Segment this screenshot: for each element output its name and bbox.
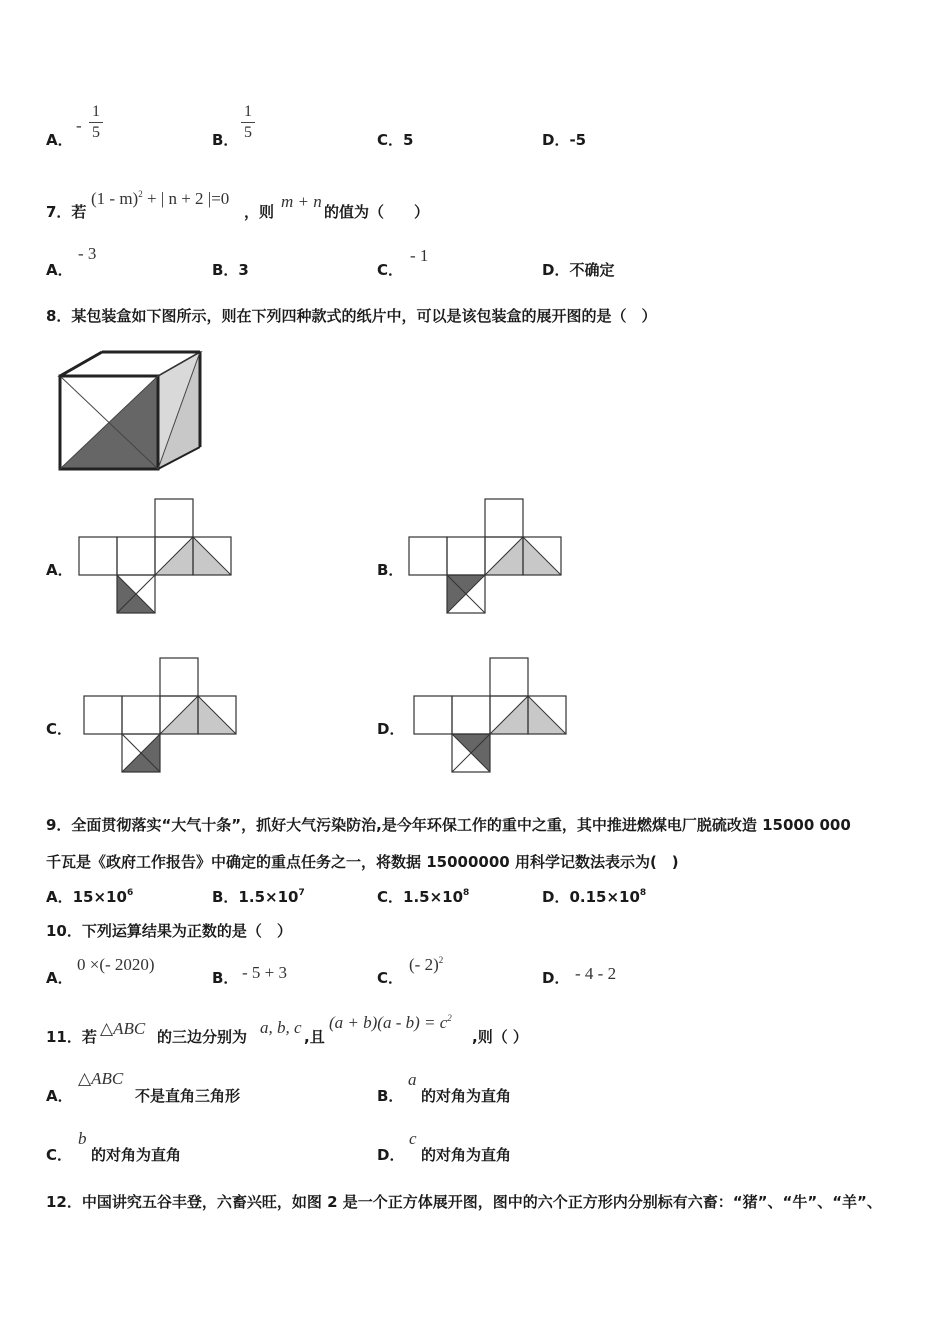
- q7-expr-exp: 2: [138, 189, 143, 199]
- q11-suffix: ,则（ ）: [472, 1028, 528, 1046]
- q10-option-a-label[interactable]: A．: [46, 969, 73, 987]
- fraction-bar: [89, 122, 103, 123]
- net-square: [414, 696, 452, 734]
- q6-option-a-label[interactable]: A．: [46, 131, 73, 149]
- fraction-bar: [241, 122, 255, 123]
- q8-option-b-net[interactable]: [408, 498, 564, 614]
- q10-option-a-expr: 0 ×(- 2020): [77, 955, 155, 974]
- q8-option-d-label[interactable]: D．: [377, 720, 405, 738]
- q8-option-a-net[interactable]: [78, 498, 234, 614]
- net-square: [79, 537, 117, 575]
- q11-prefix: 11．若: [46, 1028, 97, 1046]
- q9-option-b[interactable]: [212, 886, 305, 907]
- q10-c-exp: 2: [438, 955, 444, 965]
- net-square: [84, 696, 122, 734]
- q7-suffix: 的值为（ ）: [324, 203, 430, 221]
- q8-option-b-label[interactable]: B．: [377, 561, 404, 579]
- q11-equation: [329, 1013, 452, 1033]
- q7-expr-rest: + | n + 2 |=0: [142, 189, 230, 208]
- q11-sides: a, b, c: [260, 1018, 302, 1037]
- net-square: [155, 499, 193, 537]
- q7-option-b[interactable]: B．3: [212, 261, 249, 279]
- q11-option-b-label[interactable]: B．: [377, 1087, 404, 1105]
- q9-stem-line2: 千瓦是《政府工作报告》中确定的重点任务之一，将数据 15000000 用科学记数法表示为( ): [46, 853, 679, 871]
- net-square: [490, 658, 528, 696]
- q11-option-b-math: a: [408, 1070, 417, 1089]
- q9-a-exp: 6: [126, 888, 134, 898]
- q11-mid1: 的三边分别为: [157, 1028, 248, 1046]
- q7-mid: ，则: [244, 203, 275, 221]
- q11-option-c-text: 的对角为直角: [91, 1146, 182, 1164]
- q7-expression: [91, 189, 229, 209]
- q11-option-d-label[interactable]: D．: [377, 1146, 405, 1164]
- q9-b-exp: 7: [298, 888, 305, 898]
- q6-option-a-fraction: [89, 103, 103, 142]
- q6-option-c[interactable]: C．5: [377, 131, 414, 149]
- q8-option-d-net[interactable]: [413, 657, 569, 773]
- q7-prefix: 7．若: [46, 203, 87, 221]
- q12-stem: 12．中国讲究五谷丰登，六畜兴旺，如图 2 是一个正方体展开图，图中的六个正方形内分别标有六畜：“猪”、“牛”、“羊”、: [46, 1193, 882, 1211]
- net-square: [117, 537, 155, 575]
- q9-stem-line1: 9．全面贯彻落实“大气十条”，抓好大气污染防治,是今年环保工作的重中之重，其中推进燃煤电厂脱硫改造 15000 000: [46, 816, 851, 834]
- q11-option-d-math: c: [409, 1129, 417, 1148]
- q10-option-c-label[interactable]: C．: [377, 969, 404, 987]
- net-square: [409, 537, 447, 575]
- q11-option-c-math: b: [78, 1129, 87, 1148]
- q10-option-d-label[interactable]: D．: [542, 969, 570, 987]
- q11-eq-base: (a + b)(a - b) = c: [329, 1013, 448, 1032]
- q10-stem: 10．下列运算结果为正数的是（ ）: [46, 922, 292, 940]
- q6-b-denominator: 5: [244, 124, 252, 141]
- q9-a-base: A．15×10: [46, 888, 127, 906]
- q8-option-c-net[interactable]: [83, 657, 239, 773]
- q11-triangle: △ABC: [100, 1019, 146, 1038]
- q6-option-a-sign: -: [76, 116, 82, 135]
- q9-d-exp: 8: [639, 888, 647, 898]
- q11-option-a-label[interactable]: A．: [46, 1087, 73, 1105]
- q9-option-c[interactable]: [377, 886, 469, 907]
- q11-eq-exp: 2: [447, 1013, 452, 1023]
- q9-d-base: D．0.15×10: [542, 888, 640, 906]
- q10-option-b-expr: - 5 + 3: [242, 963, 287, 982]
- q7-expr-base: (1 - m): [91, 189, 139, 208]
- q7-option-d[interactable]: D．不确定: [542, 261, 615, 279]
- q6-option-b-fraction: [241, 103, 255, 142]
- q7-option-a-label[interactable]: A．: [46, 261, 73, 279]
- q8-option-c-label[interactable]: C．: [46, 720, 73, 738]
- q11-option-d-text: 的对角为直角: [421, 1146, 512, 1164]
- q9-option-d[interactable]: [542, 886, 646, 907]
- q11-option-b-text: 的对角为直角: [421, 1087, 512, 1105]
- q8-cube-figure: [58, 350, 204, 472]
- net-square: [160, 658, 198, 696]
- q9-option-a[interactable]: [46, 886, 133, 907]
- net-square: [452, 696, 490, 734]
- q6-option-b-label[interactable]: B．: [212, 131, 239, 149]
- q7-target: m + n: [281, 192, 322, 211]
- q7-option-c-value: - 1: [410, 246, 429, 265]
- q7-option-c-label[interactable]: C．: [377, 261, 404, 279]
- q11-option-a-text: 不是直角三角形: [135, 1087, 241, 1105]
- q11-mid2: ,且: [304, 1028, 325, 1046]
- q7-option-a-value: - 3: [78, 244, 97, 263]
- q11-option-c-label[interactable]: C．: [46, 1146, 73, 1164]
- q6-b-numerator: 1: [244, 103, 252, 120]
- q8-option-a-label[interactable]: A．: [46, 561, 73, 579]
- q6-a-numerator: 1: [92, 103, 100, 120]
- q9-c-exp: 8: [463, 888, 470, 898]
- net-square: [485, 499, 523, 537]
- q10-option-d-expr: - 4 - 2: [575, 964, 617, 983]
- q8-stem: 8．某包装盒如下图所示，则在下列四种款式的纸片中，可以是该包装盒的展开图的是（ ）: [46, 307, 657, 325]
- q10-option-c-expr: [409, 955, 443, 975]
- q10-option-b-label[interactable]: B．: [212, 969, 239, 987]
- net-square: [122, 696, 160, 734]
- q9-c-base: C．1.5×10: [377, 888, 464, 906]
- q9-b-base: B．1.5×10: [212, 888, 299, 906]
- q6-option-d[interactable]: D．-5: [542, 131, 587, 149]
- q10-c-base: (- 2): [409, 955, 439, 974]
- net-square: [447, 537, 485, 575]
- q6-a-denominator: 5: [92, 124, 100, 141]
- q11-option-a-math: △ABC: [78, 1069, 124, 1088]
